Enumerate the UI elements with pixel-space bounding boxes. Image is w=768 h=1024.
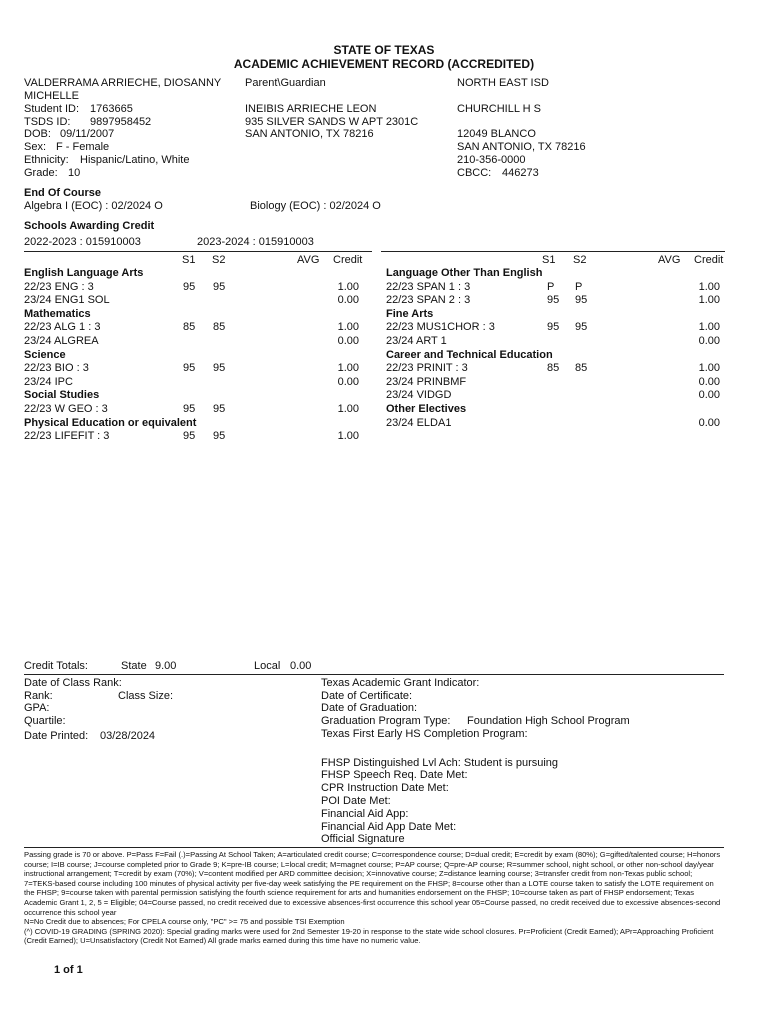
- awarding-year-1: 2022-2023 : 015910003: [24, 236, 141, 248]
- divider-left: [24, 251, 372, 252]
- course-credit: 1.00: [698, 280, 720, 293]
- legend-codes: Passing grade is 70 or above. P=Pass F=Fail (.)=Passing At School Taken; A=articulated credit course; C=correspondence course; D=dual credit; E=credit by exam (80%); G=gifted/talented course; H=honors course; I=IB course; J=course completed prior to Grade 9; K=pre-IB course; L=local credit; M=magnet course; P=AP course; Q=pre-AP course; R=summer school, night school, or other non-school day/year instructional arrangement; T=credit by exam (70%); V=content modified per ARD committee decision; X=innovative course; Z=distance learning course; 3=transfer credit from non-Texas public school; 7=TEKS-based course including 100 minutes of physical activity per five-day week satisfying the PE requirement on the FHSP; 8=course other than a LOTE course taken to satisfy the LOTE requirement on the FHSP; 9=course taken with parental permission satisfying the fourth science requirement for arts and humanities endorsement on the FHSP; 10=course taken as part of FHSP endorsement; Texas Academic Grant 1, 2, 5 = Eligible; 04=Course passed, no credit received due to excessive absences-first occurrence this school year 05=Course passed, no credit received due to excessive absences-second occurrence this school year: [24, 850, 721, 917]
- course-name: 23/24 IPC: [24, 375, 73, 388]
- totals-divider: [24, 674, 724, 675]
- rank: Rank:: [24, 690, 53, 702]
- guardian-name: INEIBIS ARRIECHE LEON: [245, 103, 377, 115]
- subject-heading: English Language Arts: [24, 267, 144, 279]
- course-name: 22/23 ALG 1 : 3: [24, 321, 101, 334]
- course-s1: 95: [183, 280, 196, 293]
- course-s2: P: [575, 280, 583, 293]
- course-credit: 0.00: [698, 389, 720, 402]
- course-name: 23/24 ALGREA: [24, 335, 99, 347]
- awarding-year-2: 2023-2024 : 015910003: [197, 236, 314, 248]
- course-credit: 1.00: [698, 321, 720, 334]
- school-name: CHURCHILL H S: [457, 103, 541, 115]
- course-s2: 85: [575, 362, 588, 375]
- student-name-cont: MICHELLE: [24, 90, 80, 102]
- course-name: 22/23 BIO : 3: [24, 362, 89, 375]
- legend-no-credit: N=No Credit due to absences; For CPELA course only, "PC" >= 75 and possible TSI Exemption: [24, 917, 345, 927]
- course-credit: 1.00: [698, 362, 720, 375]
- course-s1: 85: [183, 321, 196, 334]
- state-credit: 9.00: [155, 660, 177, 672]
- date-printed: 03/28/2024: [100, 730, 156, 742]
- cbcc-label: CBCC:: [457, 167, 492, 179]
- course-s1: P: [547, 280, 555, 293]
- course-s2: 95: [575, 294, 588, 307]
- subject-heading: Social Studies: [24, 389, 100, 402]
- course-credit: 0.00: [337, 294, 359, 307]
- student-id: 1763665: [90, 103, 133, 115]
- course-name: 22/23 ENG : 3: [24, 280, 94, 293]
- financial-aid-app: Financial Aid App:: [321, 808, 409, 820]
- school-phone: 210-356-0000: [457, 154, 526, 166]
- subject-heading: Career and Technical Education: [386, 348, 553, 361]
- course-name: 23/24 PRINBMF: [386, 375, 467, 388]
- certificate-date: Date of Certificate:: [321, 690, 413, 702]
- course-name: 23/24 ENG1 SOL: [24, 294, 110, 307]
- course-s1: 95: [547, 294, 560, 307]
- course-name: 22/23 LIFEFIT : 3: [24, 430, 110, 443]
- guardian-address-1: 935 SILVER SANDS W APT 2301C: [245, 116, 419, 128]
- sex: F - Female: [56, 141, 110, 153]
- course-name: 22/23 PRINIT : 3: [386, 362, 468, 375]
- grade-label: Grade:: [24, 167, 58, 179]
- grade: 10: [68, 167, 81, 179]
- school-address-1: 12049 BLANCO: [457, 128, 536, 140]
- local-credit: 0.00: [290, 660, 312, 672]
- course-s2: 95: [213, 403, 226, 415]
- awarding-heading: Schools Awarding Credit: [24, 220, 155, 232]
- subject-heading: Physical Education or equivalent: [24, 416, 197, 429]
- course-s1: 85: [547, 362, 560, 375]
- course-credit: 1.00: [337, 430, 359, 443]
- course-name: 22/23 SPAN 1 : 3: [386, 280, 471, 293]
- course-s2: 95: [575, 321, 588, 334]
- credit-totals-label: Credit Totals:: [24, 660, 88, 672]
- divider-right: [381, 251, 725, 252]
- student-name: VALDERRAMA ARRIECHE, DIOSANNY: [24, 77, 222, 89]
- course-s1: 95: [547, 321, 560, 334]
- subject-heading: Language Other Than English: [386, 267, 543, 279]
- ethnicity: Hispanic/Latino, White: [80, 154, 190, 166]
- course-name: 22/23 SPAN 2 : 3: [386, 294, 471, 307]
- grade-legend: [24, 850, 724, 946]
- eoc-heading: End Of Course: [24, 187, 102, 199]
- cbcc: 446273: [502, 167, 539, 179]
- signature-divider: [24, 847, 724, 848]
- early-hs-program: Texas First Early HS Completion Program:: [321, 728, 528, 740]
- course-s1: 95: [183, 362, 196, 375]
- col-avg: AVG: [297, 254, 320, 266]
- course-s2: 95: [213, 362, 226, 375]
- course-name: 23/24 ELDA1: [386, 416, 452, 429]
- course-credit: 0.00: [698, 416, 720, 429]
- col-credit: Credit: [333, 254, 363, 266]
- sex-label: Sex:: [24, 141, 47, 153]
- ethnicity-label: Ethnicity:: [24, 154, 69, 166]
- poi-date: POI Date Met:: [321, 795, 391, 807]
- course-credit: 1.00: [337, 362, 359, 375]
- local-label: Local: [254, 660, 281, 672]
- school-address-2: SAN ANTONIO, TX 78216: [457, 141, 586, 153]
- course-credit: 0.00: [337, 335, 359, 347]
- district-name: NORTH EAST ISD: [457, 77, 549, 89]
- dob: 09/11/2007: [60, 128, 115, 140]
- course-credit: 0.00: [337, 375, 359, 388]
- course-credit: 1.00: [337, 280, 359, 293]
- speech-req: FHSP Speech Req. Date Met:: [321, 769, 468, 781]
- gpa: GPA:: [24, 702, 50, 714]
- course-name: 22/23 W GEO : 3: [24, 403, 108, 415]
- official-signature: Official Signature: [321, 833, 405, 845]
- course-s1: 95: [183, 403, 196, 415]
- eoc-algebra: Algebra I (EOC) : 02/2024 O: [24, 200, 163, 212]
- eoc-biology: Biology (EOC) : 02/2024 O: [250, 200, 381, 212]
- course-credit: 1.00: [698, 294, 720, 307]
- tsds-id: 9897958452: [90, 116, 152, 128]
- col-avg: AVG: [658, 254, 681, 266]
- col-credit: Credit: [694, 254, 724, 266]
- tsds-id-label: TSDS ID:: [24, 116, 71, 128]
- course-name: 23/24 VIDGD: [386, 389, 452, 402]
- page-number: 1 of 1: [54, 964, 83, 976]
- course-s2: 95: [213, 430, 226, 443]
- legend-covid: (^) COVID-19 GRADING (SPRING 2020): Special grading marks were used for 2nd Semester 19-20 in response to the state wide school closures. Pr=Proficient (Credit Earned); APr=Approaching Proficient (Credit Earned); U=Unsatisfactory (Credit Not Earned) All grade marks earned during this time have no numeric value.: [24, 926, 714, 946]
- fhsp-distinguished: FHSP Distinguished Lvl Ach: Student is pursuing: [321, 757, 559, 769]
- course-s1: 95: [183, 430, 196, 443]
- program-type: Foundation High School Program: [467, 715, 630, 727]
- financial-aid-date: Financial Aid App Date Met:: [321, 821, 457, 833]
- subject-heading: Science: [24, 348, 66, 361]
- course-credit: 1.00: [337, 403, 359, 415]
- program-type-label: Graduation Program Type:: [321, 715, 451, 727]
- course-credit: 0.00: [698, 335, 720, 347]
- course-s2: 85: [213, 321, 226, 334]
- course-credit: 0.00: [698, 375, 720, 388]
- subject-heading: Fine Arts: [386, 307, 434, 320]
- col-s2: S2: [212, 254, 226, 266]
- record-title-state: STATE OF TEXAS: [333, 43, 435, 57]
- subject-heading: Mathematics: [24, 307, 91, 320]
- class-size: Class Size:: [118, 690, 174, 702]
- student-id-label: Student ID:: [24, 103, 80, 115]
- class-rank-date: Date of Class Rank:: [24, 677, 122, 689]
- guardian-address-2: SAN ANTONIO, TX 78216: [245, 128, 374, 140]
- col-s1: S1: [542, 254, 556, 266]
- course-credit: 1.00: [337, 321, 359, 334]
- course-s2: 95: [213, 280, 226, 293]
- course-name: 22/23 MUS1CHOR : 3: [386, 321, 495, 334]
- academic-grant: Texas Academic Grant Indicator:: [321, 677, 480, 689]
- col-s1: S1: [182, 254, 196, 266]
- state-label: State: [121, 660, 147, 672]
- record-title: ACADEMIC ACHIEVEMENT RECORD (ACCREDITED): [233, 57, 535, 71]
- subject-heading: Other Electives: [386, 403, 467, 415]
- col-s2: S2: [573, 254, 587, 266]
- guardian-label: Parent\Guardian: [245, 77, 326, 89]
- course-name: 23/24 ART 1: [386, 335, 447, 347]
- quartile: Quartile:: [24, 715, 66, 727]
- graduation-date: Date of Graduation:: [321, 702, 418, 714]
- date-printed-label: Date Printed:: [24, 730, 89, 742]
- dob-label: DOB:: [24, 128, 51, 140]
- cpr-instruction: CPR Instruction Date Met:: [321, 782, 449, 794]
